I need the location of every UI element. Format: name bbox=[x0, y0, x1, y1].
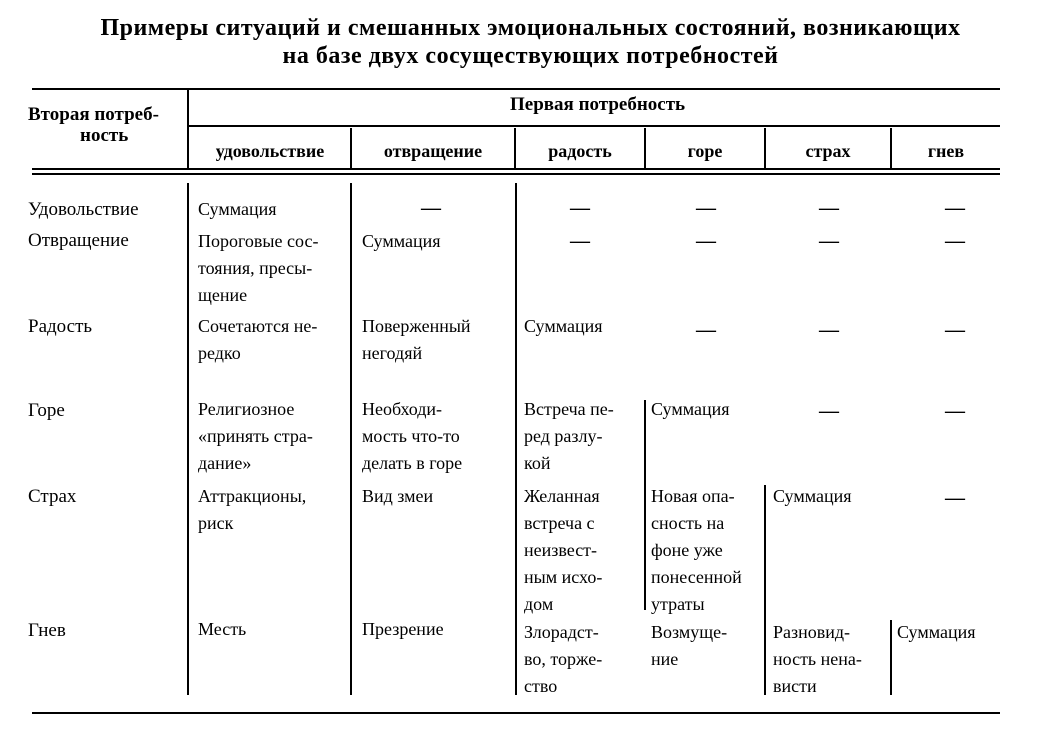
row-label-joy: Радость bbox=[28, 316, 93, 337]
cell-line: дание» bbox=[198, 453, 252, 473]
empty-cell-dash: — bbox=[945, 487, 965, 509]
table-cell bbox=[524, 313, 603, 340]
column-header-grief: горе bbox=[687, 141, 723, 161]
empty-cell-dash: — bbox=[696, 197, 716, 219]
cell-line: ность нена- bbox=[773, 649, 862, 669]
cell-line: Возмуще- bbox=[651, 622, 728, 642]
header-divider bbox=[350, 128, 352, 168]
table-cell bbox=[362, 313, 471, 367]
cell-line: во, торже- bbox=[524, 649, 603, 669]
row-label-pleasure: Удовольствие bbox=[28, 199, 139, 220]
cell-line: неизвест- bbox=[524, 540, 598, 560]
table-title bbox=[0, 14, 1061, 70]
header-divider bbox=[514, 128, 516, 168]
cell-line: Встреча пе- bbox=[524, 399, 614, 419]
body-divider bbox=[187, 183, 189, 695]
cell-line: Пороговые сос- bbox=[198, 231, 319, 251]
table-cell bbox=[362, 616, 444, 643]
row-label-grief: Горе bbox=[28, 400, 65, 421]
header-bottom-rule bbox=[32, 168, 1000, 170]
cell-line: утраты bbox=[651, 594, 705, 614]
column-header-anger: гнев bbox=[927, 141, 965, 161]
row-label-anger: Гнев bbox=[28, 620, 66, 641]
cell-line: Злорадст- bbox=[524, 622, 599, 642]
table-cell bbox=[651, 396, 730, 423]
cell-line: кой bbox=[524, 453, 551, 473]
empty-cell-dash: — bbox=[696, 230, 716, 252]
cell-line: Необходи- bbox=[362, 399, 443, 419]
table-title-line-2: на базе двух сосуществующих потребностей bbox=[282, 43, 779, 69]
cell-line: Суммация bbox=[524, 316, 603, 336]
cell-line: Суммация bbox=[897, 622, 976, 642]
cell-line: Презрение bbox=[362, 619, 444, 639]
cell-line: Вид змеи bbox=[362, 486, 434, 506]
empty-cell-dash: — bbox=[570, 197, 590, 219]
cell-line: Суммация bbox=[198, 199, 277, 219]
cell-line: Суммация bbox=[651, 399, 730, 419]
cell-line: редко bbox=[198, 343, 241, 363]
cell-line: Новая опа- bbox=[651, 486, 735, 506]
table-cell bbox=[651, 483, 742, 618]
column-header-fear: страх bbox=[805, 141, 851, 161]
empty-cell-dash: — bbox=[945, 400, 965, 422]
row-label-fear: Страх bbox=[28, 486, 77, 507]
table-cell bbox=[198, 196, 277, 223]
bottom-rule bbox=[32, 712, 1000, 714]
empty-cell-dash: — bbox=[570, 230, 590, 252]
header-divider bbox=[764, 128, 766, 168]
body-divider bbox=[515, 183, 517, 695]
header-divider bbox=[644, 128, 646, 168]
cell-line: «принять стра- bbox=[198, 426, 313, 446]
empty-cell-dash: — bbox=[945, 319, 965, 341]
table-cell bbox=[198, 396, 313, 477]
empty-cell-dash: — bbox=[421, 197, 441, 219]
row-axis-header bbox=[28, 104, 188, 146]
cell-line: Месть bbox=[198, 619, 247, 639]
cell-line: мость что-то bbox=[362, 426, 460, 446]
column-header-joy: радость bbox=[548, 141, 612, 161]
cell-line: сность на bbox=[651, 513, 725, 533]
table-cell bbox=[198, 616, 246, 643]
table-cell bbox=[897, 619, 976, 646]
table-cell bbox=[524, 483, 602, 618]
body-divider bbox=[890, 620, 892, 695]
cell-line: Желанная bbox=[524, 486, 600, 506]
cell-line: фоне уже bbox=[651, 540, 723, 560]
top-rule bbox=[32, 88, 1000, 90]
table-title-line-1: Примеры ситуаций и смешанных эмоциональных состояний, возникающих bbox=[100, 15, 961, 41]
header-divider bbox=[890, 128, 892, 168]
body-divider bbox=[644, 400, 646, 610]
cell-line: Сочетаются не- bbox=[198, 316, 318, 336]
cell-line: дом bbox=[524, 594, 554, 614]
cell-line: тояния, пресы- bbox=[198, 258, 313, 278]
table-cell bbox=[524, 396, 614, 477]
empty-cell-dash: — bbox=[945, 197, 965, 219]
table-cell bbox=[362, 228, 441, 255]
cell-line: Суммация bbox=[773, 486, 852, 506]
cell-line: Разновид- bbox=[773, 622, 851, 642]
cell-line: щение bbox=[198, 285, 248, 305]
row-axis-header-line-2: ность bbox=[80, 125, 129, 146]
cell-line: Поверженный bbox=[362, 316, 471, 336]
column-header-pleasure: удовольствие bbox=[215, 141, 325, 161]
row-axis-header-line-1: Вторая потреб- bbox=[28, 104, 159, 125]
cell-line: понесенной bbox=[651, 567, 742, 587]
header-divider bbox=[187, 88, 189, 168]
body-divider bbox=[350, 183, 352, 695]
table-cell bbox=[198, 228, 318, 309]
body-divider bbox=[764, 485, 766, 695]
column-axis-rule bbox=[188, 125, 1000, 127]
table-cell bbox=[362, 396, 462, 477]
table-cell bbox=[651, 619, 727, 673]
empty-cell-dash: — bbox=[819, 319, 839, 341]
table-cell bbox=[524, 619, 602, 700]
table-cell bbox=[198, 313, 317, 367]
cell-line: ство bbox=[524, 676, 558, 696]
column-axis-header: Первая потребность bbox=[510, 94, 686, 115]
cell-line: Аттракционы, bbox=[198, 486, 307, 506]
cell-line: ред разлу- bbox=[524, 426, 603, 446]
cell-line: делать в горе bbox=[362, 453, 463, 473]
empty-cell-dash: — bbox=[819, 400, 839, 422]
cell-line: висти bbox=[773, 676, 817, 696]
header-bottom-rule bbox=[32, 173, 1000, 175]
row-label-disgust: Отвращение bbox=[28, 230, 129, 251]
empty-cell-dash: — bbox=[945, 230, 965, 252]
empty-cell-dash: — bbox=[819, 230, 839, 252]
cell-line: риск bbox=[198, 513, 234, 533]
table-cell bbox=[773, 483, 852, 510]
table-cell bbox=[362, 483, 433, 510]
table-cell bbox=[773, 619, 862, 700]
cell-line: негодяй bbox=[362, 343, 423, 363]
cell-line: ным исхо- bbox=[524, 567, 603, 587]
cell-line: ние bbox=[651, 649, 679, 669]
cell-line: Религиозное bbox=[198, 399, 295, 419]
empty-cell-dash: — bbox=[696, 319, 716, 341]
cell-line: Суммация bbox=[362, 231, 441, 251]
table-cell bbox=[198, 483, 306, 537]
column-header-disgust: отвращение bbox=[383, 141, 483, 161]
empty-cell-dash: — bbox=[819, 197, 839, 219]
cell-line: встреча с bbox=[524, 513, 595, 533]
